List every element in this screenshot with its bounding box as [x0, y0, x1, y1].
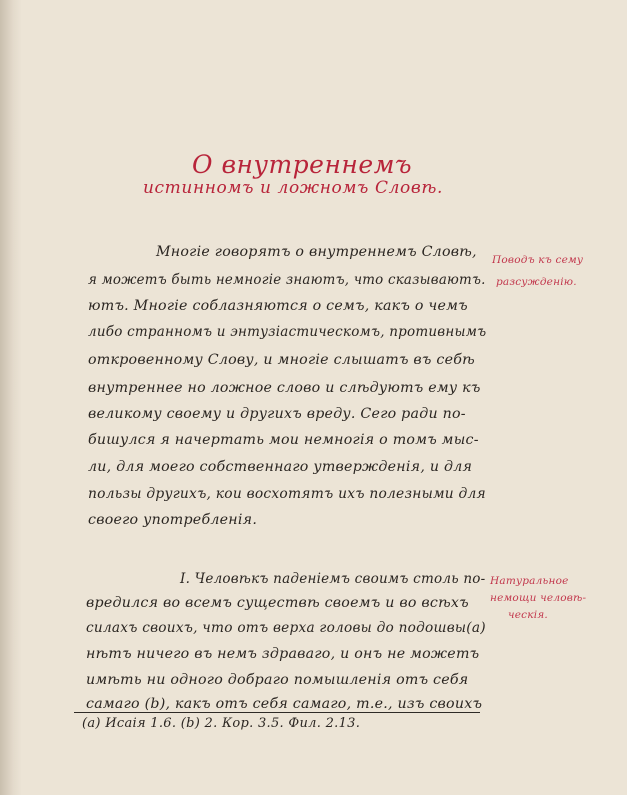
text-line: нѣтъ ничего въ немъ здраваго, и онъ не можетъ: [86, 646, 480, 662]
margin-note-line: ческія.: [508, 609, 548, 621]
margin-note-line: разсужденію.: [496, 276, 577, 288]
text-line: имѣть ни одного добраго помышленія отъ себя: [86, 672, 469, 688]
margin-note-line: Натуральное: [490, 575, 569, 587]
text-line: Многіе говорятъ о внутреннемъ Словѣ,: [156, 244, 477, 260]
text-line: либо странномъ и энтузіастическомъ, противнымъ: [88, 324, 487, 340]
text-line: ютъ. Многіе соблазняются о семъ, какъ о чемъ: [88, 298, 468, 314]
text-line: силахъ своихъ, что отъ верха головы до подошвы(а): [86, 620, 486, 636]
text-line: великому своему и другихъ вреду. Сего ради по-: [88, 406, 466, 422]
text-line: I. Человѣкъ паденіемъ своимъ столь по-: [180, 571, 486, 587]
text-line: бишулся я начертать мои немногія о томъ мыс-: [88, 432, 479, 448]
margin-note-line: немощи человѣ-: [490, 592, 587, 604]
text-line: пользы другихъ, кои восхотятъ ихъ полезными для: [88, 486, 486, 502]
text-line: самаго (b), какъ отъ себя самаго, т.е., изъ своихъ: [86, 696, 483, 712]
footnote: (а) Исаія 1.6. (b) 2. Кор. 3.5. Фил. 2.13.: [82, 716, 361, 731]
text-line: своего употребленія.: [88, 512, 258, 528]
text-line: внутреннее но ложное слово и слѣдуютъ ему къ: [88, 380, 481, 396]
text-line: ли, для моего собственнаго утвержденія, и для: [88, 459, 473, 475]
heading-line-2: истинномъ и ложномъ Словѣ.: [143, 178, 443, 198]
margin-note-line: Поводъ къ сему: [492, 254, 584, 266]
heading-line-1: О внутреннемъ: [192, 150, 413, 179]
footnote-divider: [74, 712, 480, 713]
page-binding-edge: [0, 0, 22, 795]
text-line: я можетъ быть немногіе знаютъ, что сказываютъ.: [88, 272, 486, 288]
text-line: вредился во всемъ существѣ своемъ и во всѣхъ: [86, 595, 469, 611]
text-line: откровенному Слову, и многіе слышатъ въ себѣ: [88, 352, 475, 368]
